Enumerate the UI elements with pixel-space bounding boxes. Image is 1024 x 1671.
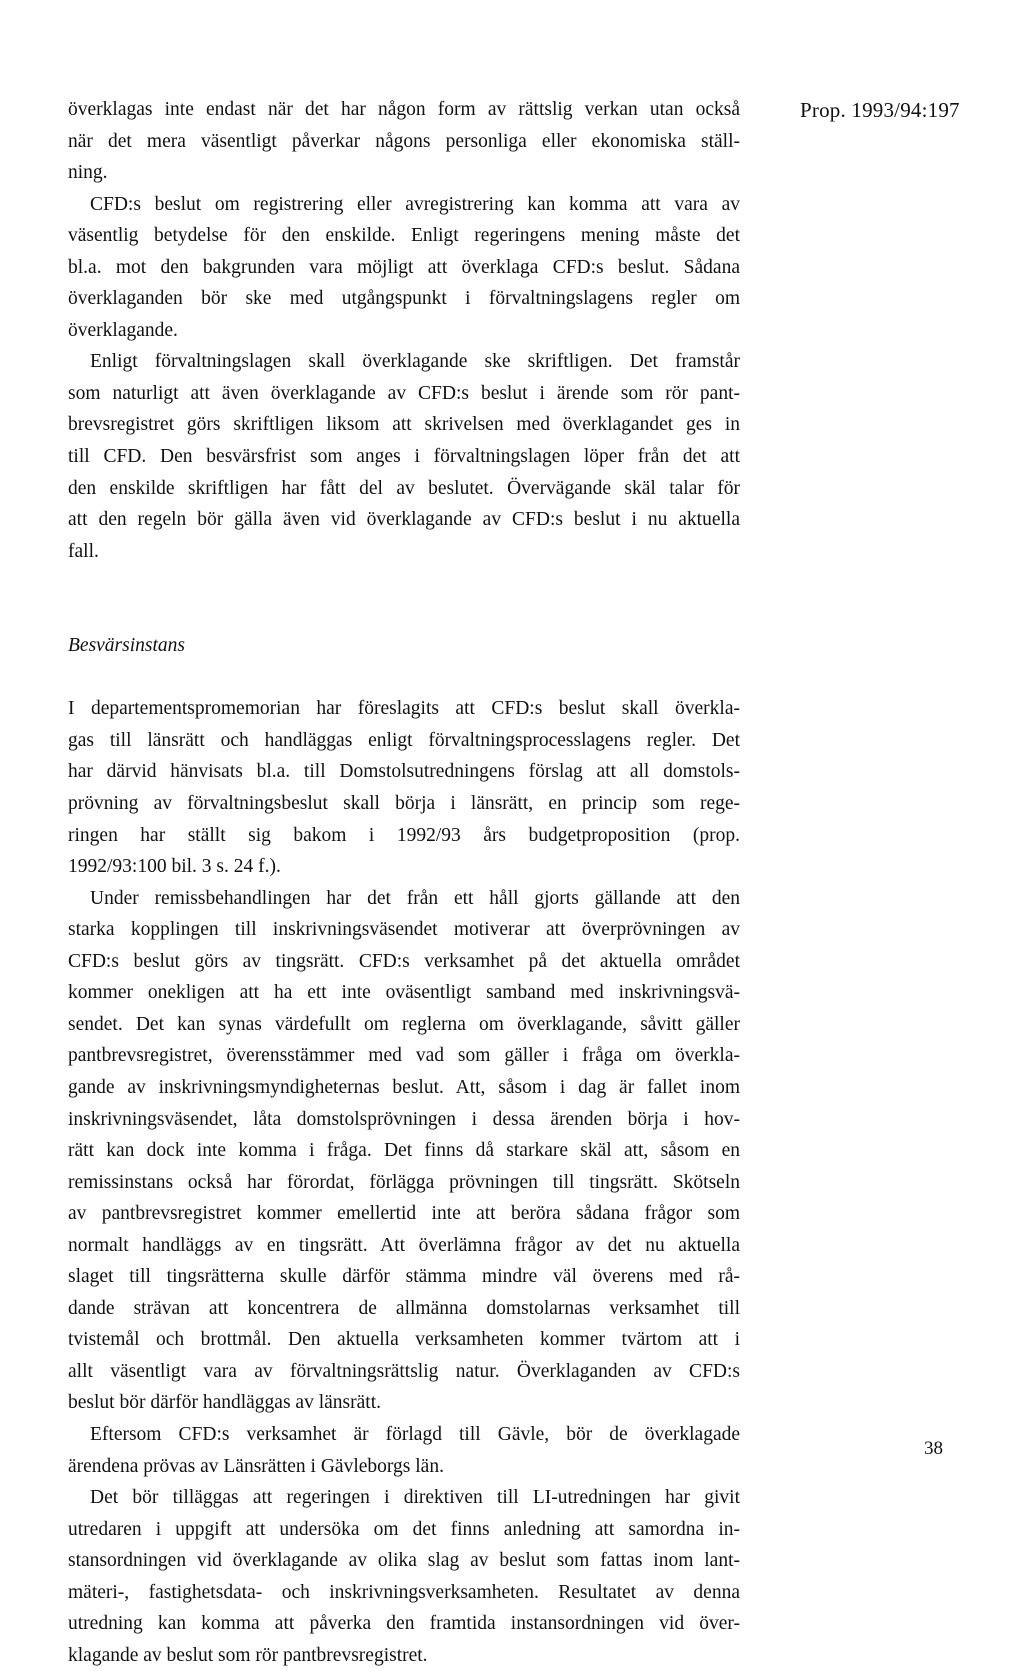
text-line: till CFD. Den besvärsfrist som anges i förvaltningslagen löper från det att bbox=[68, 446, 740, 468]
text-line: ringen har ställt sig bakom i 1992/93 års budgetproposition (prop. bbox=[68, 824, 740, 846]
text-line: prövning av förvaltningsbeslut skall börja i länsrätt, en princip som rege- bbox=[68, 793, 740, 815]
blank-line bbox=[68, 567, 740, 599]
text-line: beslut bör därför handläggas av länsrätt. bbox=[68, 1392, 381, 1414]
text-line: ärendena prövas av Länsrätten i Gävleborgs län. bbox=[68, 1455, 444, 1477]
text-line: när det mera väsentligt påverkar någons personliga eller ekonomiska ställ- bbox=[68, 130, 740, 152]
text-line: mäteri-, fastighetsdata- och inskrivningsverksamheten. Resultatet av denna bbox=[68, 1581, 740, 1603]
text-line: pantbrevsregistret, överensstämmer med vad som gäller i fråga om överkla- bbox=[68, 1045, 740, 1067]
text-line: normalt handläggs av en tingsrätt. Att överlämna frågor av det nu aktuella bbox=[68, 1234, 740, 1256]
blank-line bbox=[68, 662, 740, 694]
text-line: den enskilde skriftligen har fått del av beslutet. Övervägande skäl talar för bbox=[68, 477, 740, 499]
text-line: CFD:s beslut om registrering eller avregistrering kan komma att vara av bbox=[90, 193, 740, 215]
text-line: fall. bbox=[68, 540, 99, 562]
text-line: utredaren i uppgift att undersöka om det finns anledning att samordna in- bbox=[68, 1518, 740, 1540]
text-line: av pantbrevsregistret kommer emellertid inte att beröra sådana frågor som bbox=[68, 1203, 740, 1225]
text-line: Enligt förvaltningslagen skall överklagande ske skriftligen. Det framstår bbox=[90, 351, 740, 373]
text-line: allt väsentligt vara av förvaltningsrättslig natur. Överklaganden av CFD:s bbox=[68, 1360, 740, 1382]
text-line: utredning kan komma att påverka den framtida instansordningen vid över- bbox=[68, 1613, 740, 1635]
text-line: att den regeln bör gälla även vid överklagande av CFD:s beslut i nu aktuella bbox=[68, 509, 740, 531]
text-line: dande strävan att koncentrera de allmänna domstolarnas verksamhet till bbox=[68, 1297, 740, 1319]
section-heading: Besvärsinstans bbox=[68, 635, 185, 657]
text-line: Under remissbehandlingen har det från ett håll gjorts gällande att den bbox=[90, 887, 740, 909]
text-line: gas till länsrätt och handläggas enligt förvaltningsprocesslagens regler. Det bbox=[68, 729, 740, 751]
text-line: ning. bbox=[68, 162, 108, 184]
paragraphs-section-2 bbox=[68, 693, 740, 1671]
text-line: bl.a. mot den bakgrunden vara möjligt att överklaga CFD:s beslut. Sådana bbox=[68, 256, 740, 278]
text-line: rätt kan dock inte komma i fråga. Det finns då starkare skäl att, såsom en bbox=[68, 1140, 740, 1162]
blank-line bbox=[68, 599, 740, 631]
text-line: väsentlig betydelse för den enskilde. Enligt regeringens mening måste det bbox=[68, 225, 740, 247]
text-line: Det bör tilläggas att regeringen i direktiven till LI-utredningen har givit bbox=[90, 1487, 740, 1509]
text-line: överklagas inte endast när det har någon form av rättslig verkan utan också bbox=[68, 99, 740, 120]
text-line: gande av inskrivningsmyndigheternas beslut. Att, såsom i dag är fallet inom bbox=[68, 1076, 740, 1098]
text-line: CFD:s beslut görs av tingsrätt. CFD:s verksamhet på det aktuella området bbox=[68, 950, 740, 972]
text-line: I departementspromemorian har föreslagits att CFD:s beslut skall överkla- bbox=[68, 698, 740, 720]
text-line: kommer onekligen att ha ett inte oväsentligt samband med inskrivningsvä- bbox=[68, 982, 740, 1004]
text-line: som naturligt att även överklagande av CFD:s beslut i ärende som rör pant- bbox=[68, 382, 740, 404]
text-line: brevsregistret görs skriftligen liksom att skrivelsen med överklagandet ges in bbox=[68, 414, 740, 436]
text-line: stansordningen vid överklagande av olika slag av beslut som fattas inom lant- bbox=[68, 1550, 740, 1572]
text-line: inskrivningsväsendet, låta domstolsprövningen i dessa ärenden börja i hov- bbox=[68, 1108, 740, 1130]
text-line: sendet. Det kan synas värdefullt om reglerna om överklagande, såvitt gäller bbox=[68, 1013, 740, 1035]
text-line: tvistemål och brottmål. Den aktuella verksamheten kommer tvärtom att i bbox=[68, 1329, 740, 1351]
text-line: klagande av beslut som rör pantbrevsregistret. bbox=[68, 1644, 428, 1666]
text-line: slaget till tingsrätterna skulle därför stämma mindre väl överens med rå- bbox=[68, 1266, 740, 1288]
proposition-reference: Prop. 1993/94:197 bbox=[800, 98, 960, 122]
text-line: 1992/93:100 bil. 3 s. 24 f.). bbox=[68, 856, 281, 878]
text-line: har därvid hänvisats bl.a. till Domstolsutredningens förslag att all domstols- bbox=[68, 761, 740, 783]
text-line: starka kopplingen till inskrivningsväsendet motiverar att överprövningen av bbox=[68, 919, 740, 941]
body-text bbox=[68, 94, 740, 1671]
text-line: överklaganden bör ske med utgångspunkt i förvaltningslagens regler om bbox=[68, 288, 740, 310]
text-line: Eftersom CFD:s verksamhet är förlagd till Gävle, bör de överklagade bbox=[90, 1423, 740, 1445]
text-line: överklagande. bbox=[68, 319, 178, 341]
page-number: 38 bbox=[924, 1438, 943, 1459]
text-line: remissinstans också har förordat, förlägga prövningen till tingsrätt. Skötseln bbox=[68, 1171, 740, 1193]
paragraphs-section-1 bbox=[68, 94, 740, 567]
